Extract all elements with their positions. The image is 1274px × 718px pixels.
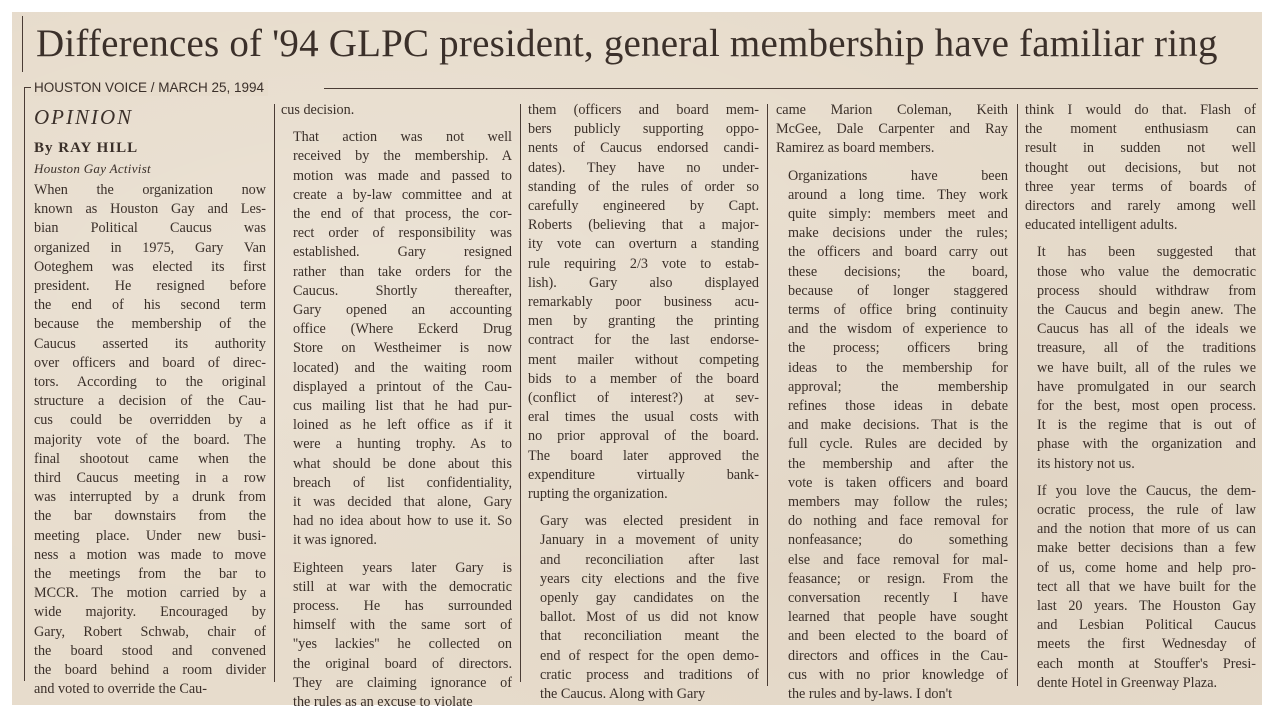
text-line: rupting the organization. — [528, 486, 668, 503]
text-line: it was decided that alone, Gary — [293, 494, 512, 511]
text-line: ity vote can overturn a standing — [528, 236, 759, 253]
text-line: ballot. Most of us did not know — [540, 609, 759, 626]
text-line: carefully engineered by Capt. — [528, 198, 759, 215]
text-line: its history not us. — [1037, 455, 1135, 472]
text-line: the membership and after the — [788, 455, 1008, 472]
text-line: think I would do that. Flash of — [1025, 102, 1256, 118]
text-line: ment mailer without competing — [528, 351, 759, 368]
text-line: three year terms of boards of — [1025, 178, 1256, 195]
text-line: dates). They have no under- — [528, 159, 759, 176]
column-body — [776, 101, 1008, 704]
text-line: The board later approved the — [528, 447, 759, 464]
dateline: HOUSTON VOICE / MARCH 25, 1994 — [34, 80, 268, 96]
text-line: majority vote of the board. The — [34, 431, 266, 448]
text-line: Store on Westheimer is now — [293, 340, 512, 357]
text-line: still at war with the democratic — [293, 578, 512, 595]
text-line: those who value the democratic — [1037, 263, 1256, 280]
text-line: Ooteghem was elected its first — [34, 258, 266, 275]
text-line: and Lesbian Political Caucus — [1037, 617, 1256, 634]
text-line: Organizations have been — [788, 167, 1008, 184]
text-line: wide majority. Encouraged by — [34, 604, 266, 621]
headline: Differences of '94 GLPC president, general membership have familiar ring — [36, 22, 1218, 65]
text-line: (conflict of interest?) at sev- — [528, 390, 759, 407]
text-line: Roberts (believing that a major- — [528, 217, 759, 234]
dateline-row — [24, 80, 1258, 98]
byline-title: Houston Gay Activist — [34, 161, 151, 176]
text-line: the officers and board carry out — [788, 244, 1008, 261]
dateline-corner-rule — [24, 87, 31, 88]
text-line: learned that people have sought — [788, 609, 1008, 626]
text-line: the process; officers bring — [788, 340, 1008, 357]
text-line: They are claiming ignorance of — [293, 674, 512, 691]
text-line: ocratic process, the rule of law — [1037, 502, 1256, 519]
text-line: the rules as an excuse to violate — [293, 694, 473, 711]
text-line: Eighteen years later Gary is — [293, 559, 512, 576]
text-line: directors and offices in the Cau- — [788, 647, 1008, 664]
text-line: the rules and by-laws. I don't — [788, 686, 953, 703]
text-line: meeting place. Under new busi- — [34, 527, 266, 544]
text-line: refines those ideas in debate — [788, 398, 1008, 415]
text-line: meets the first Wednesday of — [1037, 636, 1256, 653]
article-column-3 — [528, 101, 759, 704]
text-line: known as Houston Gay and Les- — [34, 201, 266, 218]
text-line: and the wisdom of experience to — [788, 321, 1008, 338]
column-body — [281, 101, 512, 712]
text-line: It has been suggested that — [1037, 244, 1256, 261]
text-line: because the membership of the — [34, 316, 266, 333]
text-line: openly gay candidates on the — [540, 590, 759, 607]
article-column-1 — [34, 102, 266, 699]
text-line: McGee, Dale Carpenter and Ray — [776, 121, 1008, 138]
text-line: the board behind a room divider — [34, 662, 266, 679]
text-line: came Marion Coleman, Keith — [776, 102, 1008, 118]
text-line: the moment enthusiasm can — [1025, 121, 1256, 138]
text-line: That action was not well — [293, 129, 512, 146]
text-line: Gary, Robert Schwab, chair of — [34, 623, 266, 640]
text-line: cus mailing list that he had pur- — [293, 398, 512, 415]
text-line: of us, come home and help pro- — [1037, 559, 1256, 576]
paragraph — [776, 167, 1008, 705]
text-line: standing of the rules of order so — [528, 178, 759, 195]
text-line: make decisions under the rules; — [788, 225, 1008, 242]
paragraph — [281, 128, 512, 550]
text-line: cus decision. — [281, 102, 355, 118]
text-line: else and face removal for mal- — [788, 551, 1008, 568]
text-line: Caucus has all of the ideals we — [1037, 321, 1256, 338]
text-line: men by granting the printing — [528, 313, 759, 330]
text-line: what should be done about this — [293, 455, 512, 472]
text-line: was interrupted by a drunk from — [34, 489, 266, 506]
text-line: final shootout came when the — [34, 450, 266, 467]
text-line: displayed a printout of the Cau- — [293, 378, 512, 395]
text-line: educated intelligent adults. — [1025, 217, 1178, 234]
text-line: third Caucus meeting in a row — [34, 470, 266, 487]
text-line: January in a movement of unity — [540, 532, 759, 549]
text-line: If you love the Caucus, the dem- — [1037, 482, 1256, 499]
text-line: rather than take orders for the — [293, 263, 512, 280]
text-line: rule requiring 2/3 vote to estab- — [528, 255, 759, 272]
text-line: located) and the waiting room — [293, 359, 512, 376]
article-column-5 — [1025, 101, 1256, 693]
text-line: breach of list confidentiality, — [293, 474, 512, 491]
text-line: bids to a member of the board — [528, 370, 759, 387]
text-line: and been elected to the board of — [788, 628, 1008, 645]
column-body — [528, 101, 759, 704]
text-line: nonfeasance; do something — [788, 532, 1008, 549]
text-line: bers publicly supporting oppo- — [528, 121, 759, 138]
paragraph — [528, 101, 759, 504]
section-label: OPINION — [34, 105, 134, 129]
text-line: years city elections and the five — [540, 570, 759, 587]
headline-rule — [22, 16, 23, 72]
text-line: lish). Gary also displayed — [528, 274, 759, 291]
text-line: conversation recently I have — [788, 590, 1008, 607]
text-line: Gary was elected president in — [540, 513, 759, 530]
paragraph — [776, 101, 1008, 159]
text-line: members may follow the rules; — [788, 494, 1008, 511]
text-line: cus with no prior knowledge of — [788, 666, 1008, 683]
text-line: around a long time. They work — [788, 186, 1008, 203]
column-body — [34, 181, 266, 699]
text-line: Caucus asserted its authority — [34, 335, 266, 352]
text-line: terms of office bring continuity — [788, 302, 1008, 319]
text-line: established. Gary resigned — [293, 244, 512, 261]
paragraph — [281, 559, 512, 713]
column-divider — [520, 104, 521, 682]
text-line: them (officers and board mem- — [528, 102, 759, 118]
text-line: were a hunting trophy. As to — [293, 436, 512, 453]
text-line: make better decisions than a few — [1037, 540, 1256, 557]
text-line: and reconciliation after last — [540, 551, 759, 568]
text-line: Gary opened an accounting — [293, 302, 512, 319]
text-line: have promulgated in our search — [1037, 378, 1256, 395]
text-line: structure a decision of the Cau- — [34, 393, 266, 410]
text-line: cus could be overridden by a — [34, 412, 266, 429]
text-line: eral times the usual costs with — [528, 409, 759, 426]
text-line: organized in 1975, Gary Van — [34, 239, 266, 256]
text-line: full cycle. Rules are decided by — [788, 436, 1008, 453]
text-line: himself with the same sort of — [293, 617, 512, 634]
text-line: MCCR. The motion carried by a — [34, 585, 266, 602]
text-line: bian Political Caucus was — [34, 220, 266, 237]
text-line: we have built, all of the rules we — [1037, 359, 1256, 376]
text-line: over officers and board of direc- — [34, 354, 266, 371]
text-line: no prior approval of the board. — [528, 428, 759, 445]
text-line: feasance; or resign. From the — [788, 570, 1008, 587]
text-line: and make decisions. That is the — [788, 417, 1008, 434]
left-frame-rule — [24, 88, 25, 681]
text-line: it was ignored. — [293, 532, 377, 549]
text-line: quite simply: members meet and — [788, 206, 1008, 223]
text-line: treasure, all of the traditions — [1037, 340, 1256, 357]
column-divider — [274, 104, 275, 682]
text-line: the board stood and convened — [34, 642, 266, 659]
text-line: approval; the membership — [788, 378, 1008, 395]
text-line: tect all that we have built for the — [1037, 578, 1256, 595]
text-line: It is the regime that is out of — [1037, 417, 1256, 434]
text-line: because of longer staggered — [788, 282, 1008, 299]
article-column-4 — [776, 101, 1008, 704]
text-line: tors. According to the original — [34, 374, 266, 391]
text-line: phase with the organization and — [1037, 436, 1256, 453]
text-line: process should withdraw from — [1037, 282, 1256, 299]
byline: By RAY HILL — [34, 140, 139, 156]
text-line: ideas to the membership for — [788, 359, 1008, 376]
text-line: ''yes lackies'' he collected on — [293, 636, 512, 653]
text-line: loined as he left office as if it — [293, 417, 512, 434]
text-line: contract for the last endorse- — [528, 332, 759, 349]
text-line: the end of that process, the cor- — [293, 206, 512, 223]
text-line: these decisions; the board, — [788, 263, 1008, 280]
article-column-2 — [281, 101, 512, 712]
text-line: Ramirez as board members. — [776, 140, 935, 157]
text-line: create a by-law committee and at — [293, 186, 512, 203]
text-line: remarkably poor business acu- — [528, 294, 759, 311]
text-line: the Caucus. Along with Gary — [540, 686, 706, 703]
text-line: expenditure virtually bank- — [528, 466, 759, 483]
text-line: the original board of directors. — [293, 655, 512, 672]
text-line: result in sudden not well — [1025, 140, 1256, 157]
text-line: directors and rarely among well — [1025, 198, 1256, 215]
text-line: vote is taken officers and board — [788, 474, 1008, 491]
text-line: rect order of responsibility was — [293, 225, 512, 242]
column-body — [1025, 101, 1256, 693]
text-line: When the organization now — [34, 182, 266, 198]
text-line: that reconciliation meant the — [540, 628, 759, 645]
text-line: end of respect for the open demo- — [540, 647, 759, 664]
text-line: the end of his second term — [34, 297, 266, 314]
text-line: each month at Stouffer's Presi- — [1037, 655, 1256, 672]
text-line: Caucus. Shortly thereafter, — [293, 282, 512, 299]
text-line: dente Hotel in Greenway Plaza. — [1037, 674, 1218, 691]
text-line: the meetings from the bar to — [34, 566, 266, 583]
column-divider — [767, 104, 768, 686]
text-line: thought out decisions, but not — [1025, 159, 1256, 176]
text-line: cratic process and traditions of — [540, 666, 759, 683]
text-line: received by the membership. A — [293, 148, 512, 165]
text-line: nents of Caucus endorsed candi- — [528, 140, 759, 157]
text-line: the bar downstairs from the — [34, 508, 266, 525]
paragraph — [1025, 243, 1256, 473]
text-line: and voted to override the Cau- — [34, 681, 207, 698]
text-line: process. He has surrounded — [293, 598, 512, 615]
text-line: do nothing and face removal for — [788, 513, 1008, 530]
paragraph — [528, 512, 759, 704]
dateline-rule — [324, 88, 1258, 89]
paragraph — [34, 181, 266, 699]
text-line: office (Where Eckerd Drug — [293, 321, 512, 338]
text-line: the Caucus and begin anew. The — [1037, 302, 1256, 319]
column-divider — [1017, 104, 1018, 686]
text-line: president. He resigned before — [34, 278, 266, 295]
text-line: and the notion that more of us can — [1037, 521, 1256, 538]
text-line: last 20 years. The Houston Gay — [1037, 598, 1256, 615]
paragraph — [281, 101, 512, 120]
paragraph — [1025, 482, 1256, 693]
text-line: ness a motion was made to move — [34, 546, 266, 563]
text-line: motion was made and passed to — [293, 167, 512, 184]
paragraph — [1025, 101, 1256, 235]
text-line: had no idea about how to use it. So — [293, 513, 512, 530]
text-line: for the best, most open process. — [1037, 398, 1256, 415]
